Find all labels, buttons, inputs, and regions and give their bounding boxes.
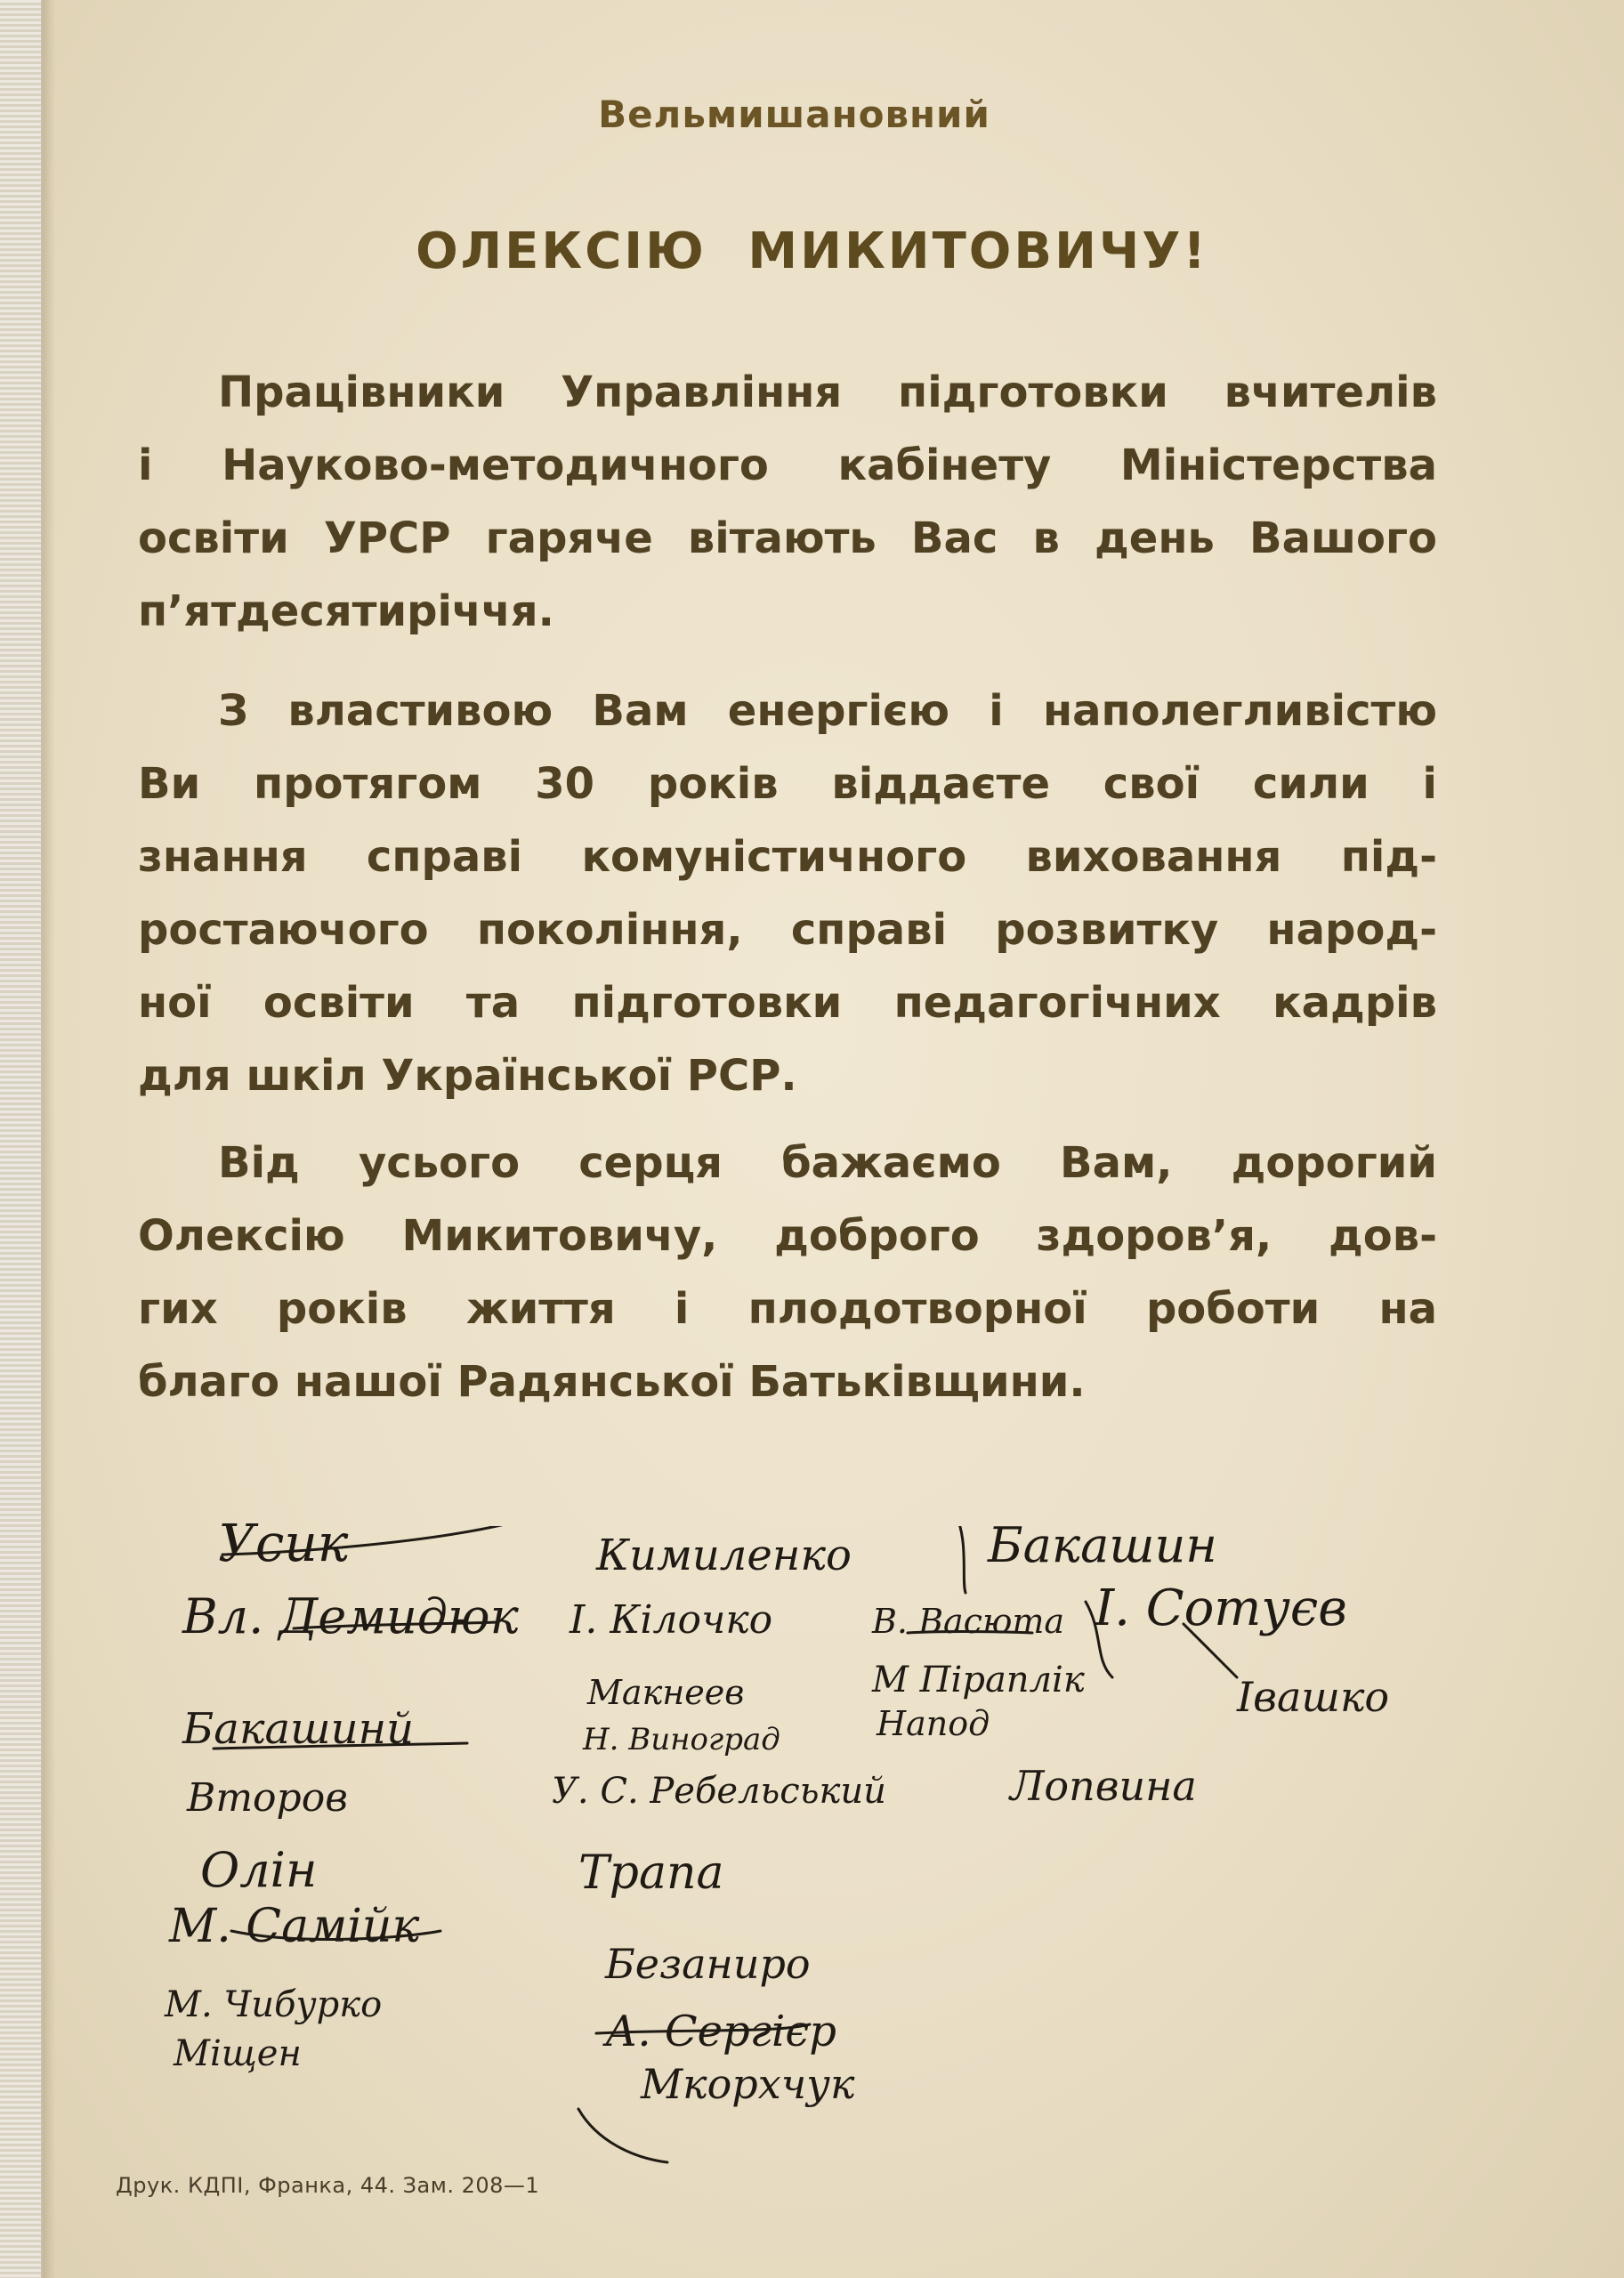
signature: Мкорхчук — [641, 2060, 855, 2108]
signature: А. Сергієр — [605, 2007, 836, 2056]
paragraph-line: і Науково-методичного кабінету Міністерства — [138, 440, 1437, 490]
signature: Івашко — [1237, 1673, 1390, 1721]
signature: Олін — [200, 1842, 318, 1898]
binding-shadow — [43, 0, 55, 2278]
signature: Н. Виноград — [583, 1722, 780, 1757]
addressee-heading: ОЛЕКСІЮ МИКИТОВИЧУ! — [416, 222, 1208, 280]
signature: Вл. Демидюк — [182, 1588, 519, 1644]
paragraph-line: для шкіл Української РСР. — [138, 1051, 797, 1101]
signature: В. Васюта — [872, 1602, 1065, 1641]
paragraph-2 — [138, 675, 1437, 1112]
paragraph-line: гих років життя і плодотворної роботи на — [138, 1284, 1437, 1334]
paragraph-1 — [138, 356, 1437, 648]
signature: У. С. Ребельський — [552, 1771, 886, 1812]
paragraph-3 — [138, 1127, 1437, 1418]
paragraph-line: знання справі комуністичного виховання під- — [138, 832, 1437, 882]
signature: Лопвина — [1010, 1762, 1197, 1810]
paragraph-line: п’ятдесятиріччя. — [138, 586, 554, 636]
signature: М. Самійк — [169, 1900, 420, 1953]
signatures-block — [133, 1513, 1522, 2167]
printer-imprint: Друк. КДПІ, Франка, 44. Зам. 208—1 — [116, 2173, 540, 2198]
signature: Міщен — [174, 2033, 302, 2074]
signature: М. Чибурко — [165, 1984, 383, 2025]
paragraph-line: освіти УРСР гаряче вітають Вас в день Вашого — [138, 513, 1437, 563]
signature: Макнеев — [587, 1673, 745, 1712]
signature-flourish — [578, 2109, 667, 2162]
signature: Бакашин — [988, 1517, 1217, 1573]
paragraph-line: Олексію Микитовичу, доброго здоров’я, дов- — [138, 1211, 1437, 1261]
signature-flourish — [952, 1526, 966, 1593]
signature: Напод — [877, 1704, 990, 1743]
signature: Кимиленко — [596, 1531, 852, 1580]
paragraph-line: благо нашої Радянської Батьківщини. — [138, 1357, 1086, 1407]
signature: Второв — [187, 1775, 348, 1821]
paragraph-line: Працівники Управління підготовки вчителів — [218, 368, 1437, 417]
signature: Усик — [218, 1513, 349, 1573]
signature: М Піраплік — [872, 1660, 1085, 1700]
signature: Безаниро — [605, 1940, 811, 1988]
binding-edge — [0, 0, 43, 2278]
signature: І. Кілочко — [570, 1597, 773, 1643]
signature: І. Сотуєв — [1095, 1579, 1347, 1637]
signature: Бакашинй — [182, 1704, 415, 1754]
paragraph-line: Від усього серця бажаємо Вам, дорогий — [218, 1138, 1437, 1188]
paragraph-line: ної освіти та підготовки педагогічних кадрів — [138, 978, 1437, 1028]
signature: Трапа — [578, 1846, 724, 1900]
paragraph-line: З властивою Вам енергією і наполегливістю — [218, 686, 1437, 736]
paragraph-line: ростаючого покоління, справі розвитку народ- — [138, 905, 1437, 955]
paragraph-line: Ви протягом 30 років віддаєте свої сили і — [138, 759, 1437, 809]
greeting-heading: Вельмишановний — [598, 93, 990, 136]
